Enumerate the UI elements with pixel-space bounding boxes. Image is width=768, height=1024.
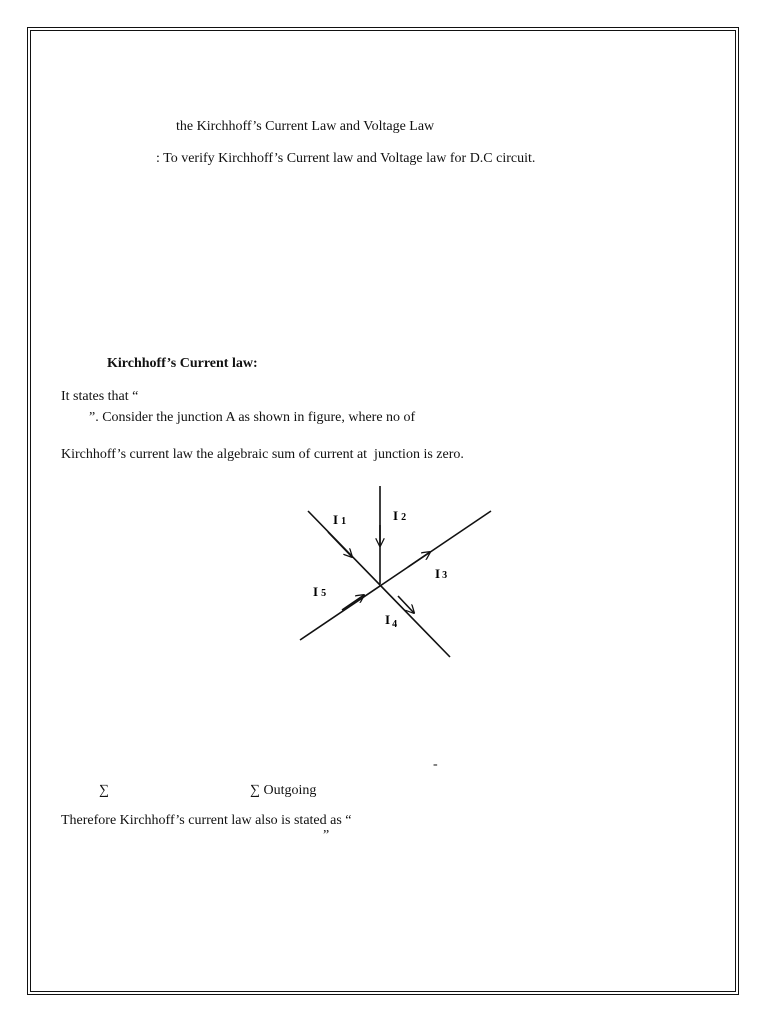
- document-title: the Kirchhoff’s Current Law and Voltage Law: [176, 119, 435, 134]
- label-i5: I 5: [313, 584, 327, 599]
- arrow-i4: [398, 596, 414, 613]
- arrow-i1: [328, 532, 352, 557]
- label-i4: I $_4$: [385, 612, 398, 630]
- arrow-i3: [408, 552, 430, 567]
- closing-quote: ”: [323, 828, 330, 843]
- dash-mark: -: [433, 757, 438, 772]
- junction-diagram: [290, 480, 500, 670]
- label-i2: I 2: [393, 508, 407, 523]
- sum-incoming-symbol: ∑: [99, 783, 109, 798]
- kcl-statement: Kirchhoff’s current law the algebraic sum of current at junction is zero.: [61, 447, 464, 462]
- arrow-i5: [342, 595, 364, 610]
- therefore-line: Therefore Kirchhoff’s current law also is stated as “: [61, 813, 352, 828]
- label-i3: I 3: [435, 566, 448, 581]
- aim-line: : To verify Kirchhoff’s Current law and Voltage law for D.C circuit.: [156, 151, 536, 166]
- states-line-2: ”. Consider the junction A as shown in figure, where no of: [89, 410, 416, 425]
- label-i1: I 1: [333, 512, 347, 527]
- sum-outgoing: ∑ Outgoing: [250, 783, 317, 798]
- states-line-1: It states that “: [61, 389, 139, 404]
- kcl-heading: Kirchhoff’s Current law:: [107, 356, 258, 371]
